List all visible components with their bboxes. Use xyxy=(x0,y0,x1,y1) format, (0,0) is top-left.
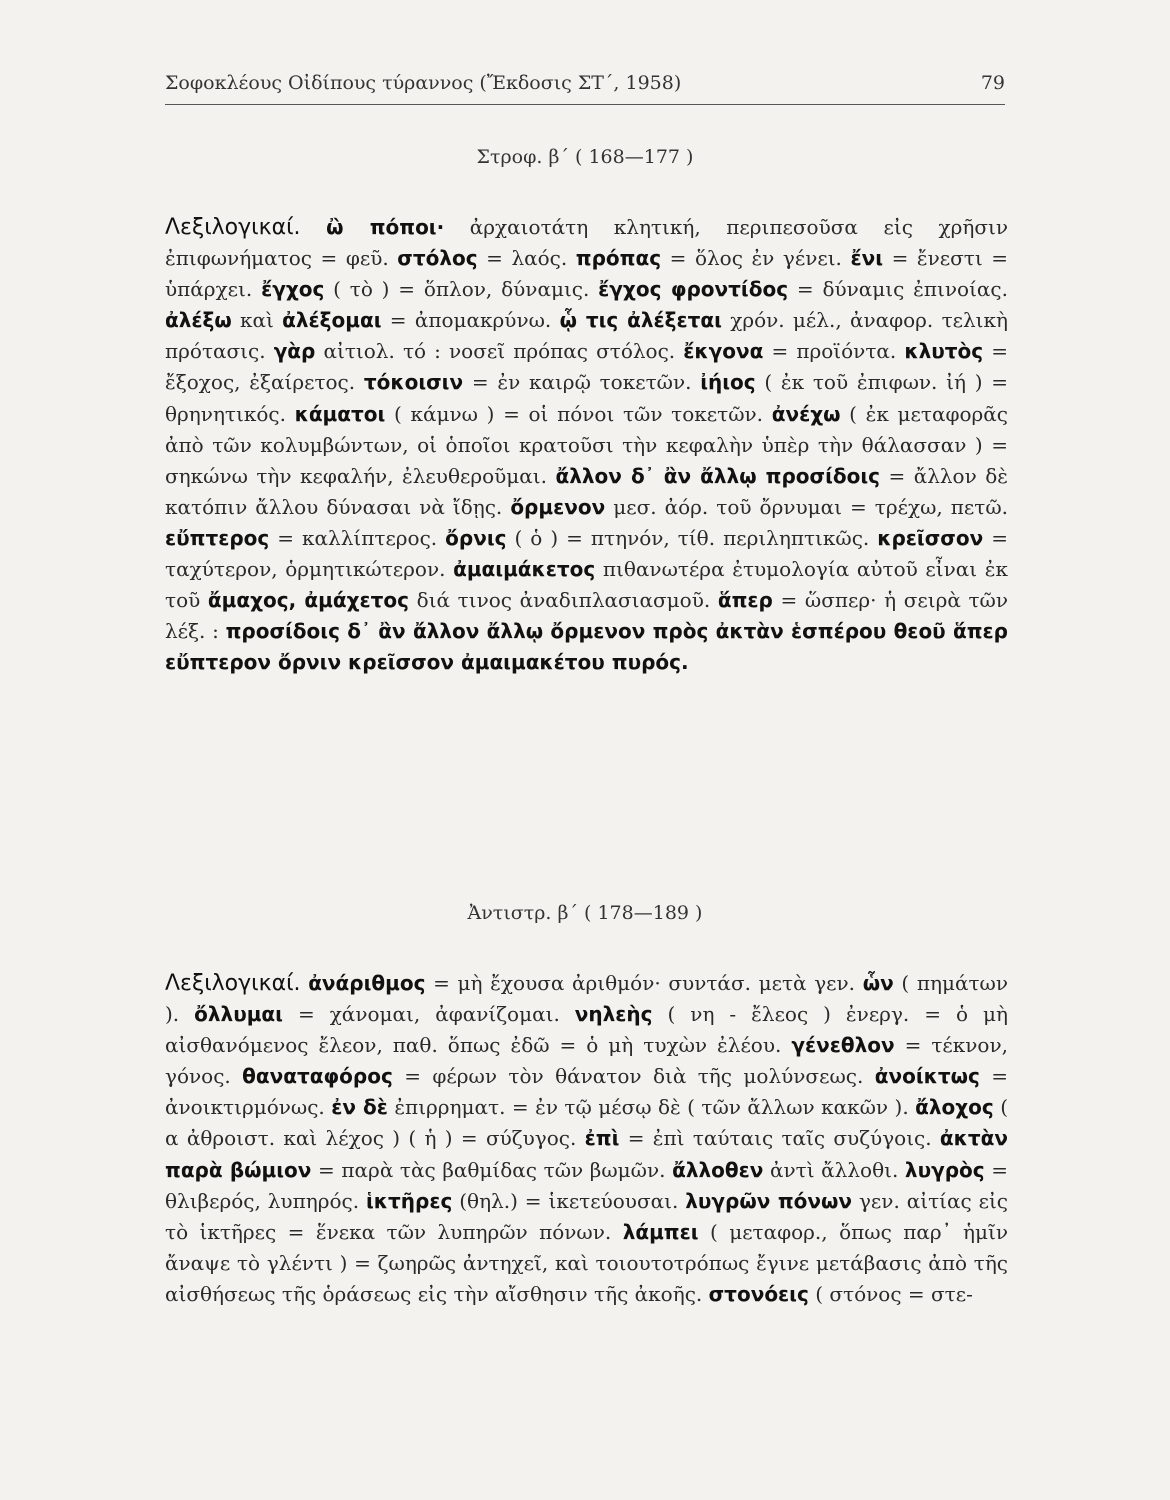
headword: ᾧ τις ἀλέξεται xyxy=(559,308,722,333)
gloss-text: ( μεταφορ., ὅπως παρ᾽ ἡμῖν ἄναψε τὸ γλέντι ) = ζωηρῶς ἀντηχεῖ, καὶ τοιουτοτρόπως ἔγινε μετάβασις ἀπὸ τῆς αἰσθήσεως τῆς ὁράσεως εἰς τὴν αἴσθησιν τῆς ἀκοῆς. xyxy=(165,1219,1008,1306)
antistrophe-glossary xyxy=(165,968,1008,1310)
gloss-text: = ὥσπερ· ἡ σειρὰ τῶν λέξ. : xyxy=(165,588,1009,644)
gloss-text: = θλιβερός, λυπηρός. xyxy=(165,1157,1008,1213)
headword: ὧν xyxy=(862,971,894,995)
headword: τόκοισιν xyxy=(363,370,464,395)
gloss-text: ἐπιρρηματ. = ἐν τῷ μέσῳ δὲ ( τῶν ἄλλων κακῶν ). xyxy=(387,1095,916,1120)
gloss-text: = ἐν καιρῷ τοκετῶν. xyxy=(463,370,701,395)
headword: ἀνάριθμος xyxy=(308,971,426,995)
gloss-text: ( πημάτων ). xyxy=(165,971,1009,1027)
headword: ὢ πόποι· xyxy=(326,215,445,239)
headword: ἔγχος xyxy=(261,277,325,302)
gloss-text: = ὅλος ἐν γένει. xyxy=(661,246,851,271)
headword: ἔγχος φροντίδος xyxy=(598,277,789,302)
gloss-text: ( α ἀθροιστ. καὶ λέχος ) ( ἡ ) = σύζυγος. xyxy=(165,1095,1008,1151)
headword: ἄλοχος xyxy=(915,1095,994,1120)
gloss-text: γεν. αἰτίας εἰς τὸ ἱκτῆρες = ἕνεκα τῶν λυπηρῶν πόνων. xyxy=(165,1188,1008,1244)
headword: ἀνοίκτως xyxy=(874,1064,980,1089)
gloss-text: ( ὁ ) = πτηνόν, τίθ. περιληπτικῶς. xyxy=(506,525,878,550)
headword: ὄλλυμαι xyxy=(194,1002,283,1027)
gloss-text: = τέκνον, γόνος. xyxy=(165,1033,1008,1089)
headword: κλυτὸς xyxy=(904,339,984,364)
headword: πρόπας xyxy=(575,246,662,271)
headword: γένεθλον xyxy=(791,1033,895,1058)
gloss-text: (θηλ.) = ἱκετεύουσαι. xyxy=(452,1188,686,1213)
headword: ἀλέξομαι xyxy=(282,308,382,333)
headword: ὄρνις xyxy=(445,525,507,550)
headword: ἔκγονα xyxy=(683,339,764,364)
running-title: Σοφοκλέους Οἰδίπους τύραννος (Ἔκδοσις ΣΤ΄, 1958) xyxy=(165,72,682,94)
gloss-text: ( στόνος = στε- xyxy=(808,1281,973,1306)
headword: ἐν δὲ xyxy=(331,1095,388,1120)
gloss-text: = χάνομαι, ἀφανίζομαι. xyxy=(282,1002,575,1027)
gloss-text: ( τὸ ) = ὅπλον, δύναμις. xyxy=(324,277,599,302)
gloss-text: ( ἐκ μεταφορᾶς ἀπὸ τῶν κολυμβώντων, οἱ ὁποῖοι κρατοῦσι τὴν κεφαλὴν ὑπὲρ τὴν θάλασσαν ) = σηκώνω τὴν κεφαλήν, ἐλευθεροῦμαι. xyxy=(165,401,1008,488)
headword: προσίδοις δ᾽ ἂν ἄλλον ἄλλῳ ὄρμενον πρὸς ἀκτὰν ἑσπέρου θεοῦ ἅπερ εὔπτερον ὄρνιν κρεῖσσον ἀμαιμακέτου πυρός. xyxy=(165,619,1009,675)
headword: ἐπὶ xyxy=(584,1126,620,1151)
headword: στόλος xyxy=(397,246,478,271)
headword: νηλεὴς xyxy=(574,1002,653,1027)
strophe-heading: Στροφ. β΄ ( 168—177 ) xyxy=(476,146,694,168)
headword: ἀμαιμάκετος xyxy=(453,557,596,582)
gloss-text: = δύναμις ἐπινοίας. xyxy=(788,277,1008,302)
gloss-text: = λαός. xyxy=(477,246,576,271)
gloss-text: = μὴ ἔχουσα ἀριθμόν· συντάσ. μετὰ γεν. xyxy=(425,971,863,995)
headword: λυγρῶν πόνων xyxy=(685,1188,853,1213)
page-number: 79 xyxy=(980,72,1005,94)
gloss-text: = ἔξοχος, ἐξαίρετος. xyxy=(165,339,1008,395)
gloss-text: χρόν. μέλ., ἀναφορ. τελικὴ πρότασις. xyxy=(165,308,1009,364)
headword: κρεῖσσον xyxy=(877,525,984,550)
gloss-text: ( νη - ἔλεος ) ἐνεργ. = ὁ μὴ αἰσθανόμενος ἔλεον, παθ. ὅπως ἐδῶ = ὁ μὴ τυχὼν ἐλέου. xyxy=(165,1002,1008,1058)
gloss-text: = ἔνεστι = ὑπάρχει. xyxy=(165,246,1008,302)
gloss-text: = παρὰ τὰς βαθμίδας τῶν βωμῶν. xyxy=(311,1157,673,1182)
headword: θαναταφόρος xyxy=(242,1064,393,1089)
antistrophe-heading: Ἀντιστρ. β΄ ( 178—189 ) xyxy=(467,902,703,924)
gloss-text: = ἐπὶ ταύταις ταῖς συζύγοις. xyxy=(619,1126,940,1151)
headword: λυγρὸς xyxy=(904,1157,985,1182)
headword: στονόεις xyxy=(708,1281,809,1306)
gloss-text: = ἀπομακρύνω. xyxy=(381,308,560,333)
gloss-text: πιθανωτέρα ἐτυμολογία αὐτοῦ εἶναι ἐκ τοῦ xyxy=(165,557,1008,613)
section-label: Λεξιλογικαί. xyxy=(165,215,301,240)
section-label: Λεξιλογικαί. xyxy=(165,971,301,996)
gloss-text: = προϊόντα. xyxy=(763,339,905,364)
headword: ἄμαχος, ἀμάχετος xyxy=(207,588,410,613)
headword: ἔνι xyxy=(850,246,884,271)
gloss-text: ἀντὶ ἄλλοθι. xyxy=(763,1157,905,1182)
headword: ἱκτῆρες xyxy=(366,1188,453,1213)
gloss-text: ἀρχαιοτάτη κλητική, περιπεσοῦσα εἰς χρῆσιν ἐπιφωνήματος = φεῦ. xyxy=(165,215,1008,271)
headword: εὔπτερος xyxy=(165,525,270,550)
gloss-text: = ἄλλον δὲ κατόπιν ἄλλου δύνασαι νὰ ἴδῃς. xyxy=(165,463,1008,519)
gloss-text: ( κάμνω ) = οἱ πόνοι τῶν τοκετῶν. xyxy=(385,401,772,426)
strophe-glossary xyxy=(165,212,1008,678)
headword: ἀνέχω xyxy=(771,401,841,426)
gloss-text: = καλλίπτερος. xyxy=(269,525,446,550)
headword: γὰρ xyxy=(273,339,316,364)
headword: ἅπερ xyxy=(717,588,773,613)
gloss-text: αἰτιολ. τό : νοσεῖ πρόπας στόλος. xyxy=(315,339,684,364)
headword: ἄλλοθεν xyxy=(672,1157,764,1182)
gloss-text: = ἀνοικτιρμόνως. xyxy=(165,1064,1009,1120)
gloss-text xyxy=(301,215,327,239)
gloss-text: καὶ xyxy=(231,308,283,333)
headword: ἰήιος xyxy=(700,370,756,395)
gloss-text: = φέρων τὸν θάνατον διὰ τῆς μολύνσεως. xyxy=(392,1064,875,1089)
headword: λάμπει xyxy=(622,1219,699,1244)
gloss-text: μεσ. ἀόρ. τοῦ ὄρνυμαι = τρέχω, πετῶ. xyxy=(605,494,1008,519)
headword: ἀκτὰν παρὰ βώμιον xyxy=(165,1126,1008,1182)
headword: ἄλλον δ᾽ ἂν ἄλλῳ προσίδοις xyxy=(555,463,881,488)
headword: κάματοι xyxy=(294,401,386,426)
headword: ἀλέξω xyxy=(165,308,232,333)
gloss-text: διά τινος ἀναδιπλασιασμοῦ. xyxy=(409,588,718,613)
header-rule xyxy=(165,104,1005,105)
running-head xyxy=(165,72,1005,94)
gloss-text: = ταχύτερον, ὁρμητικώτερον. xyxy=(165,525,1008,582)
gloss-text: ( ἐκ τοῦ ἐπιφων. ἰή ) = θρηνητικός. xyxy=(165,370,1008,426)
headword: ὄρμενον xyxy=(510,494,606,519)
